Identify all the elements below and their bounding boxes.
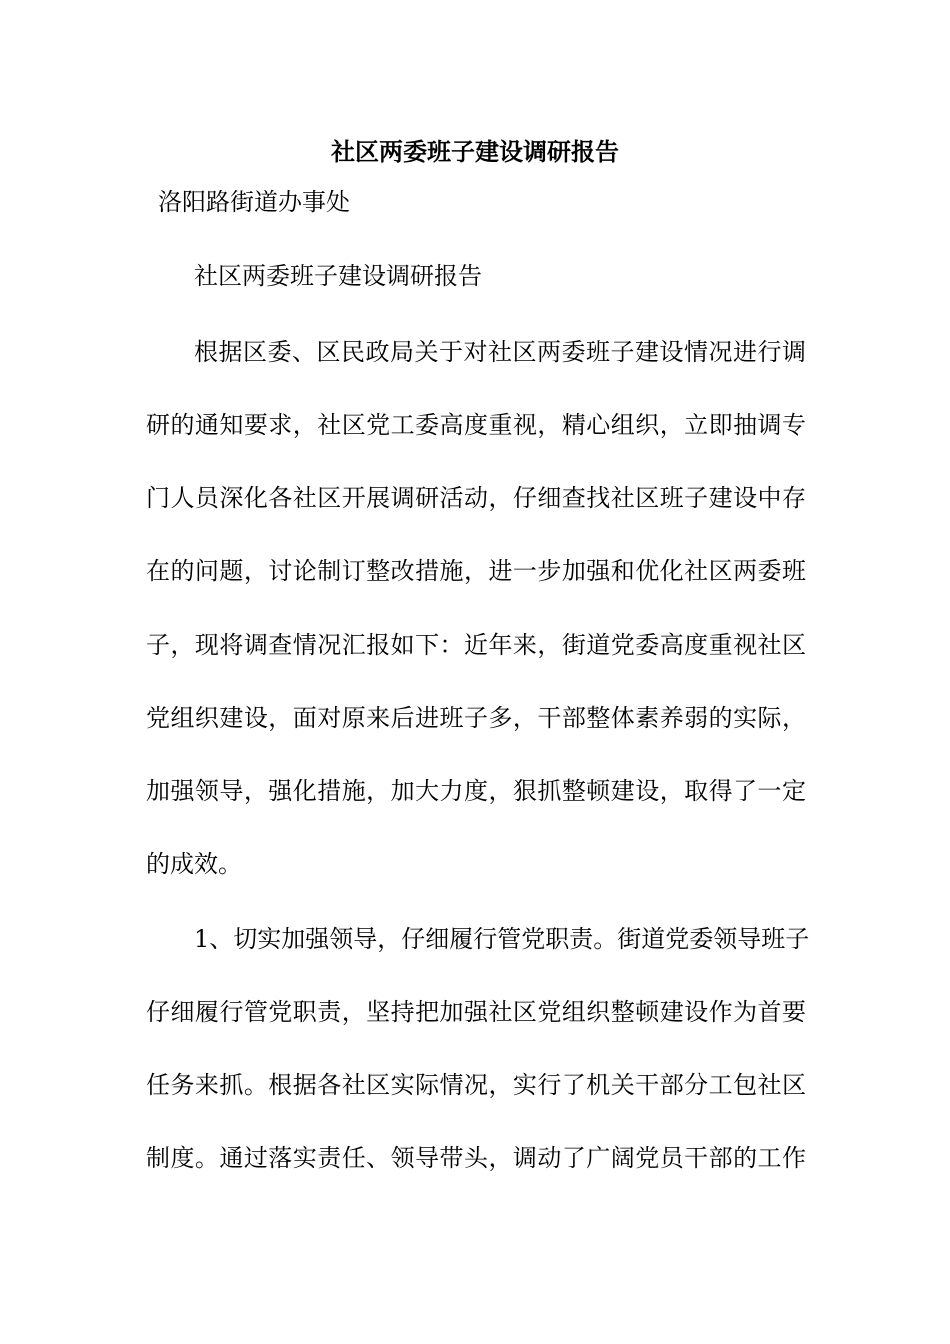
paragraph-line: 的成效。 bbox=[146, 850, 242, 878]
paragraph-line: 根据区委、区民政局关于对社区两委班子建设情况进行调 bbox=[194, 338, 806, 366]
paragraph-line: 1、切实加强领导，仔细履行管党职责。街道党委领导班子 bbox=[194, 925, 810, 953]
document-title: 社区两委班子建设调研报告 bbox=[331, 137, 619, 166]
document-author: 洛阳路街道办事处 bbox=[158, 188, 350, 216]
paragraph-line: 子，现将调查情况汇报如下：近年来，街道党委高度重视社区 bbox=[146, 631, 806, 659]
paragraph-line: 任务来抓。根据各社区实际情况，实行了机关干部分工包社区 bbox=[146, 1071, 806, 1099]
paragraph-line: 研的通知要求，社区党工委高度重视，精心组织，立即抽调专 bbox=[146, 411, 806, 439]
paragraph-line: 党组织建设，面对原来后进班子多，干部整体素养弱的实际， bbox=[146, 704, 806, 732]
document-subtitle: 社区两委班子建设调研报告 bbox=[194, 262, 482, 290]
paragraph-line: 制度。通过落实责任、领导带头，调动了广阔党员干部的工作 bbox=[146, 1144, 806, 1172]
paragraph-line: 门人员深化各社区开展调研活动，仔细查找社区班子建设中存 bbox=[146, 484, 806, 512]
paragraph-line: 仔细履行管党职责，坚持把加强社区党组织整顿建设作为首要 bbox=[146, 998, 806, 1026]
paragraph-line: 加强领导，强化措施，加大力度，狠抓整顿建设，取得了一定 bbox=[146, 777, 806, 805]
paragraph-line: 在的问题，讨论制订整改措施，进一步加强和优化社区两委班 bbox=[146, 557, 806, 585]
